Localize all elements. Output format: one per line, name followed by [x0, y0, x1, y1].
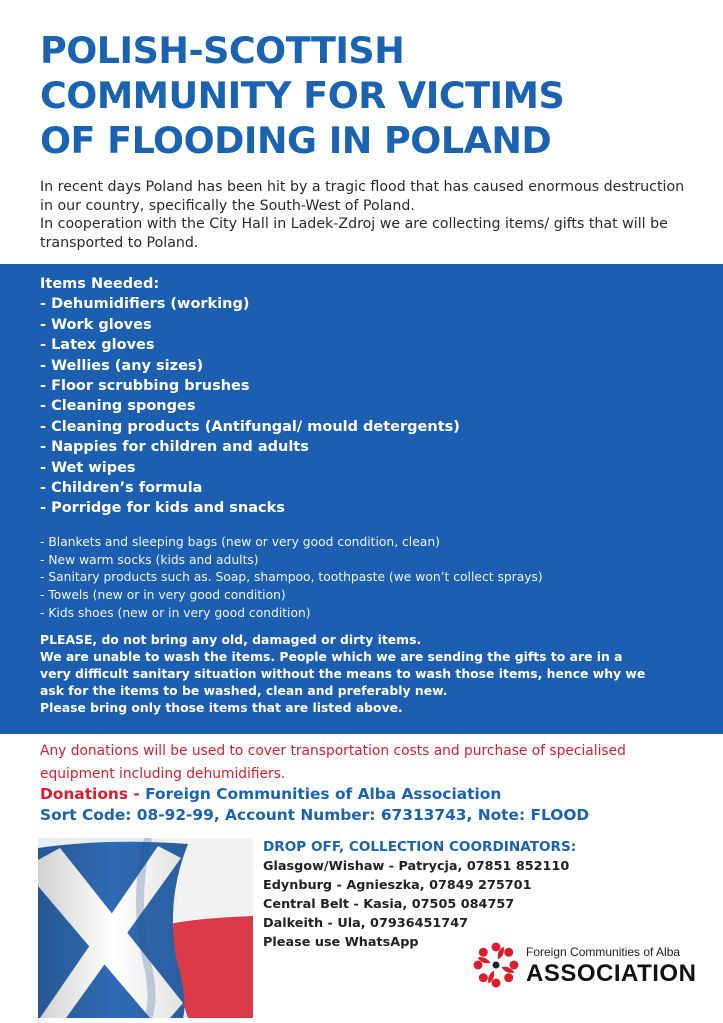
- logo-bottom-text: ASSOCIATION: [526, 960, 697, 987]
- notice-line: ask for the items to be washed, clean and preferably new.: [40, 683, 448, 698]
- list-item: - Blankets and sleeping bags (new or very good condition, clean): [40, 535, 440, 549]
- list-item: - Dehumidifiers (working): [40, 296, 250, 313]
- intro-paragraph-1: In recent days Poland has been hit by a tragic flood that has caused enormous destruction in our country, specifically the South-West of Poland.: [40, 179, 685, 214]
- title-line-3: OF FLOODING IN POLAND: [40, 119, 552, 162]
- donations-row: [40, 784, 720, 805]
- list-item: - New warm socks (kids and adults): [40, 552, 259, 567]
- association-logo-mark-icon: [470, 939, 522, 991]
- notice-line: Please bring only those items that are listed above.: [40, 700, 403, 715]
- coordinator-line: Edynburg - Agnieszka, 07849 275701: [263, 878, 532, 893]
- notice-line: very difficult sanitary situation without the means to wash those items, hence why we: [40, 666, 646, 681]
- title-line-2: COMMUNITY FOR VICTIMS: [40, 74, 565, 117]
- coordinators-block: [263, 838, 713, 952]
- list-item: - Cleaning sponges: [40, 398, 196, 415]
- extra-items-list: [40, 534, 700, 623]
- coordinator-line: Dalkeith - Ula, 07936451747: [263, 916, 468, 931]
- intro-text: [40, 178, 700, 252]
- coordinator-line: Central Belt - Kasia, 07505 084757: [263, 897, 515, 912]
- list-item: - Children’s formula: [40, 480, 203, 497]
- list-item: - Floor scrubbing brushes: [40, 378, 250, 395]
- transport-note: Any donations will be used to cover transportation costs and purchase of specialised equipment including dehumidifiers.: [40, 743, 626, 782]
- list-item: - Latex gloves: [40, 337, 155, 354]
- whatsapp-note: Please use WhatsApp: [263, 935, 419, 950]
- intro-paragraph-2: In cooperation with the City Hall in Ladek-Zdroj we are collecting items/ gifts that will be transported to Poland.: [40, 216, 668, 251]
- scotland-and-poland-flags-icon: [38, 838, 253, 1018]
- notice-text: [40, 631, 705, 716]
- donations-organisation: Foreign Communities of Alba Association: [145, 785, 502, 803]
- donations-label: Donations: [40, 785, 129, 803]
- notice-line: We are unable to wash the items. People which we are sending the gifts to are in a: [40, 649, 623, 664]
- list-item: - Porridge for kids and snacks: [40, 500, 285, 517]
- title-line-1: POLISH-SCOTTISH: [40, 29, 405, 72]
- list-item: - Wet wipes: [40, 459, 136, 476]
- list-item: - Sanitary products such as. Soap, shampoo, toothpaste (we won’t collect sprays): [40, 570, 543, 585]
- flags-illustration: [38, 838, 253, 1018]
- coordinators-heading: DROP OFF, COLLECTION COORDINATORS:: [263, 839, 577, 855]
- items-needed-heading: Items Needed:: [40, 276, 160, 292]
- list-item: - Nappies for children and adults: [40, 439, 309, 456]
- donations-separator: -: [128, 785, 146, 803]
- bank-details: Sort Code: 08-92-99, Account Number: 67313743, Note: FLOOD: [40, 806, 590, 824]
- items-needed-list: [40, 274, 700, 519]
- donations-block: [40, 784, 720, 826]
- list-item: - Wellies (any sizes): [40, 357, 204, 374]
- notice-line: PLEASE, do not bring any old, damaged or dirty items.: [40, 632, 422, 647]
- association-logo: [470, 937, 715, 993]
- list-item: - Work gloves: [40, 316, 152, 333]
- list-item: - Cleaning products (Antifungal/ mould detergents): [40, 418, 460, 435]
- coordinator-line: Glasgow/Wishaw - Patrycja, 07851 852110: [263, 859, 570, 874]
- poster-title: [40, 28, 700, 163]
- list-item: - Kids shoes (new or in very good condition): [40, 605, 311, 620]
- logo-top-text: Foreign Communities of Alba: [526, 945, 681, 959]
- items-panel: [0, 264, 723, 734]
- list-item: - Towels (new or in very good condition): [40, 588, 286, 603]
